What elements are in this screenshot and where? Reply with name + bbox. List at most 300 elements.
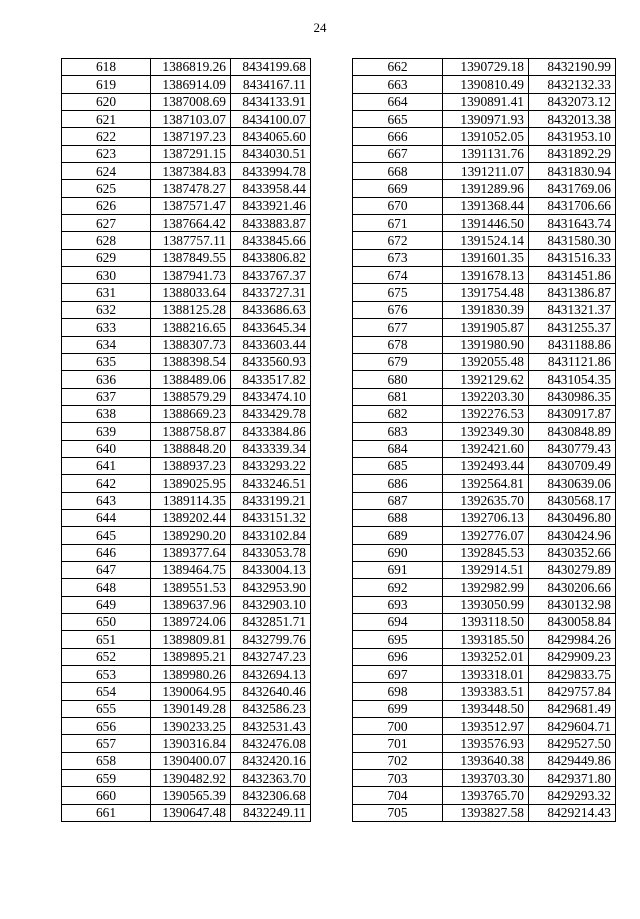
x-coordinate-cell: 1391980.90 [443,336,529,353]
point-number-cell: 639 [62,423,151,440]
point-number-cell: 676 [353,301,443,318]
table-row [62,752,311,769]
table-row [62,666,311,683]
x-coordinate-cell: 1387849.55 [151,249,231,266]
x-coordinate-cell: 1392203.30 [443,388,529,405]
table-row [62,631,311,648]
point-number-cell: 626 [62,197,151,214]
point-number-cell: 680 [353,371,443,388]
x-coordinate-cell: 1392129.62 [443,371,529,388]
table-row [353,787,616,804]
x-coordinate-cell: 1389290.20 [151,527,231,544]
y-coordinate-cell: 8432306.68 [231,787,311,804]
y-coordinate-cell: 8433246.51 [231,475,311,492]
point-number-cell: 659 [62,770,151,787]
table-row [353,614,616,631]
x-coordinate-cell: 1387757.11 [151,232,231,249]
table-row [62,648,311,665]
y-coordinate-cell: 8431706.66 [529,197,616,214]
y-coordinate-cell: 8434199.68 [231,59,311,76]
point-number-cell: 658 [62,752,151,769]
x-coordinate-cell: 1386819.26 [151,59,231,76]
table-row [62,319,311,336]
y-coordinate-cell: 8430132.98 [529,596,616,613]
table-row [353,163,616,180]
table-row [62,527,311,544]
y-coordinate-cell: 8434100.07 [231,111,311,128]
x-coordinate-cell: 1388033.64 [151,284,231,301]
table-row [353,249,616,266]
point-number-cell: 641 [62,457,151,474]
y-coordinate-cell: 8433958.44 [231,180,311,197]
table-row [62,111,311,128]
point-number-cell: 632 [62,301,151,318]
table-row [353,319,616,336]
point-number-cell: 638 [62,405,151,422]
x-coordinate-cell: 1391601.35 [443,249,529,266]
x-coordinate-cell: 1387008.69 [151,93,231,110]
x-coordinate-cell: 1392845.53 [443,544,529,561]
y-coordinate-cell: 8432073.12 [529,93,616,110]
x-coordinate-cell: 1392421.60 [443,440,529,457]
table-row [353,353,616,370]
y-coordinate-cell: 8430779.43 [529,440,616,457]
table-row [353,509,616,526]
point-number-cell: 660 [62,787,151,804]
table-row [62,700,311,717]
y-coordinate-cell: 8429909.23 [529,648,616,665]
table-row [62,180,311,197]
table-row [353,111,616,128]
x-coordinate-cell: 1393765.70 [443,787,529,804]
x-coordinate-cell: 1391524.14 [443,232,529,249]
table-row [353,215,616,232]
table-row [62,145,311,162]
x-coordinate-cell: 1386914.09 [151,76,231,93]
point-number-cell: 620 [62,93,151,110]
table-row [353,804,616,821]
point-number-cell: 654 [62,683,151,700]
table-row [62,215,311,232]
table-row [62,457,311,474]
point-number-cell: 702 [353,752,443,769]
point-number-cell: 691 [353,561,443,578]
y-coordinate-cell: 8433151.32 [231,509,311,526]
table-row [353,145,616,162]
x-coordinate-cell: 1389724.06 [151,614,231,631]
table-row [353,752,616,769]
x-coordinate-cell: 1393827.58 [443,804,529,821]
table-row [62,804,311,821]
x-coordinate-cell: 1391830.39 [443,301,529,318]
table-row [353,457,616,474]
point-number-cell: 672 [353,232,443,249]
table-row [353,423,616,440]
x-coordinate-cell: 1392776.07 [443,527,529,544]
point-number-cell: 663 [353,76,443,93]
point-number-cell: 655 [62,700,151,717]
x-coordinate-cell: 1390565.39 [151,787,231,804]
y-coordinate-cell: 8432363.70 [231,770,311,787]
table-row [353,301,616,318]
table-row [353,770,616,787]
point-number-cell: 630 [62,267,151,284]
table-row [353,492,616,509]
y-coordinate-cell: 8432640.46 [231,683,311,700]
y-coordinate-cell: 8432476.08 [231,735,311,752]
x-coordinate-cell: 1387384.83 [151,163,231,180]
x-coordinate-cell: 1390064.95 [151,683,231,700]
point-number-cell: 705 [353,804,443,821]
y-coordinate-cell: 8430496.80 [529,509,616,526]
table-row [62,128,311,145]
point-number-cell: 699 [353,700,443,717]
x-coordinate-cell: 1390149.28 [151,700,231,717]
y-coordinate-cell: 8431054.35 [529,371,616,388]
y-coordinate-cell: 8433102.84 [231,527,311,544]
point-number-cell: 684 [353,440,443,457]
x-coordinate-cell: 1388758.87 [151,423,231,440]
table-row [353,405,616,422]
point-number-cell: 627 [62,215,151,232]
y-coordinate-cell: 8431580.30 [529,232,616,249]
x-coordinate-cell: 1388579.29 [151,388,231,405]
table-row [62,683,311,700]
table-row [353,475,616,492]
x-coordinate-cell: 1389464.75 [151,561,231,578]
point-number-cell: 656 [62,718,151,735]
point-number-cell: 623 [62,145,151,162]
y-coordinate-cell: 8432953.90 [231,579,311,596]
point-number-cell: 653 [62,666,151,683]
x-coordinate-cell: 1393640.38 [443,752,529,769]
point-number-cell: 678 [353,336,443,353]
point-number-cell: 703 [353,770,443,787]
y-coordinate-cell: 8431892.29 [529,145,616,162]
x-coordinate-cell: 1390891.41 [443,93,529,110]
table-row [62,614,311,631]
y-coordinate-cell: 8430424.96 [529,527,616,544]
table-row [62,232,311,249]
point-number-cell: 618 [62,59,151,76]
y-coordinate-cell: 8430709.49 [529,457,616,474]
table-row [353,561,616,578]
y-coordinate-cell: 8431255.37 [529,319,616,336]
x-coordinate-cell: 1388937.23 [151,457,231,474]
x-coordinate-cell: 1392635.70 [443,492,529,509]
table-row [353,440,616,457]
point-number-cell: 700 [353,718,443,735]
x-coordinate-cell: 1387291.15 [151,145,231,162]
point-number-cell: 661 [62,804,151,821]
x-coordinate-cell: 1393383.51 [443,683,529,700]
y-coordinate-cell: 8433560.93 [231,353,311,370]
point-number-cell: 628 [62,232,151,249]
table-row [62,770,311,787]
point-number-cell: 631 [62,284,151,301]
point-number-cell: 652 [62,648,151,665]
point-number-cell: 689 [353,527,443,544]
point-number-cell: 643 [62,492,151,509]
table-row [62,440,311,457]
table-row [62,787,311,804]
y-coordinate-cell: 8429604.71 [529,718,616,735]
y-coordinate-cell: 8431386.87 [529,284,616,301]
x-coordinate-cell: 1391678.13 [443,267,529,284]
point-number-cell: 621 [62,111,151,128]
point-number-cell: 622 [62,128,151,145]
x-coordinate-cell: 1393703.30 [443,770,529,787]
x-coordinate-cell: 1389202.44 [151,509,231,526]
y-coordinate-cell: 8433293.22 [231,457,311,474]
y-coordinate-cell: 8433053.78 [231,544,311,561]
table-row [62,163,311,180]
x-coordinate-cell: 1391211.07 [443,163,529,180]
x-coordinate-cell: 1388489.06 [151,371,231,388]
y-coordinate-cell: 8429214.43 [529,804,616,821]
x-coordinate-cell: 1389551.53 [151,579,231,596]
table-row [62,492,311,509]
point-number-cell: 701 [353,735,443,752]
y-coordinate-cell: 8432903.10 [231,596,311,613]
point-number-cell: 651 [62,631,151,648]
point-number-cell: 679 [353,353,443,370]
table-row [353,128,616,145]
table-row [353,197,616,214]
x-coordinate-cell: 1387941.73 [151,267,231,284]
point-number-cell: 704 [353,787,443,804]
y-coordinate-cell: 8434030.51 [231,145,311,162]
table-row [62,301,311,318]
point-number-cell: 696 [353,648,443,665]
point-number-cell: 669 [353,180,443,197]
table-row [62,59,311,76]
table-row [353,544,616,561]
point-number-cell: 648 [62,579,151,596]
x-coordinate-cell: 1392706.13 [443,509,529,526]
x-coordinate-cell: 1390647.48 [151,804,231,821]
y-coordinate-cell: 8430848.89 [529,423,616,440]
x-coordinate-cell: 1389895.21 [151,648,231,665]
y-coordinate-cell: 8430986.35 [529,388,616,405]
y-coordinate-cell: 8431516.33 [529,249,616,266]
table-row [353,59,616,76]
point-number-cell: 633 [62,319,151,336]
table-row [62,544,311,561]
x-coordinate-cell: 1388307.73 [151,336,231,353]
x-coordinate-cell: 1391754.48 [443,284,529,301]
table-row [353,718,616,735]
table-row [353,648,616,665]
table-row [62,579,311,596]
table-row [353,735,616,752]
y-coordinate-cell: 8434133.91 [231,93,311,110]
point-number-cell: 637 [62,388,151,405]
x-coordinate-cell: 1388669.23 [151,405,231,422]
table-row [353,631,616,648]
y-coordinate-cell: 8433686.63 [231,301,311,318]
y-coordinate-cell: 8430917.87 [529,405,616,422]
y-coordinate-cell: 8432249.11 [231,804,311,821]
point-number-cell: 670 [353,197,443,214]
point-number-cell: 693 [353,596,443,613]
y-coordinate-cell: 8430639.06 [529,475,616,492]
y-coordinate-cell: 8431321.37 [529,301,616,318]
x-coordinate-cell: 1389809.81 [151,631,231,648]
point-number-cell: 664 [353,93,443,110]
x-coordinate-cell: 1391131.76 [443,145,529,162]
y-coordinate-cell: 8431121.86 [529,353,616,370]
point-number-cell: 686 [353,475,443,492]
x-coordinate-cell: 1389025.95 [151,475,231,492]
table-row [62,371,311,388]
point-number-cell: 687 [353,492,443,509]
x-coordinate-cell: 1387478.27 [151,180,231,197]
point-number-cell: 646 [62,544,151,561]
y-coordinate-cell: 8430279.89 [529,561,616,578]
table-row [62,423,311,440]
y-coordinate-cell: 8432799.76 [231,631,311,648]
point-number-cell: 695 [353,631,443,648]
coordinates-table-left [61,58,311,822]
table-row [353,93,616,110]
table-row [353,232,616,249]
y-coordinate-cell: 8433429.78 [231,405,311,422]
y-coordinate-cell: 8433921.46 [231,197,311,214]
y-coordinate-cell: 8433474.10 [231,388,311,405]
point-number-cell: 683 [353,423,443,440]
table-row [353,683,616,700]
x-coordinate-cell: 1387197.23 [151,128,231,145]
y-coordinate-cell: 8431451.86 [529,267,616,284]
y-coordinate-cell: 8432747.23 [231,648,311,665]
x-coordinate-cell: 1392564.81 [443,475,529,492]
table-row [62,388,311,405]
y-coordinate-cell: 8429449.86 [529,752,616,769]
table-row [62,405,311,422]
table-row [353,267,616,284]
x-coordinate-cell: 1393050.99 [443,596,529,613]
y-coordinate-cell: 8429371.80 [529,770,616,787]
x-coordinate-cell: 1392982.99 [443,579,529,596]
page-number: 24 [313,20,327,35]
x-coordinate-cell: 1392914.51 [443,561,529,578]
point-number-cell: 634 [62,336,151,353]
y-coordinate-cell: 8432694.13 [231,666,311,683]
x-coordinate-cell: 1392349.30 [443,423,529,440]
y-coordinate-cell: 8432420.16 [231,752,311,769]
point-number-cell: 665 [353,111,443,128]
y-coordinate-cell: 8433339.34 [231,440,311,457]
x-coordinate-cell: 1389980.26 [151,666,231,683]
point-number-cell: 657 [62,735,151,752]
point-number-cell: 682 [353,405,443,422]
x-coordinate-cell: 1393118.50 [443,614,529,631]
point-number-cell: 636 [62,371,151,388]
x-coordinate-cell: 1393252.01 [443,648,529,665]
y-coordinate-cell: 8431643.74 [529,215,616,232]
table-row [353,336,616,353]
x-coordinate-cell: 1389114.35 [151,492,231,509]
table-row [62,336,311,353]
y-coordinate-cell: 8433384.86 [231,423,311,440]
y-coordinate-cell: 8429527.50 [529,735,616,752]
table-row [62,596,311,613]
point-number-cell: 675 [353,284,443,301]
table-row [62,718,311,735]
point-number-cell: 671 [353,215,443,232]
y-coordinate-cell: 8433845.66 [231,232,311,249]
point-number-cell: 619 [62,76,151,93]
point-number-cell: 666 [353,128,443,145]
y-coordinate-cell: 8433645.34 [231,319,311,336]
point-number-cell: 645 [62,527,151,544]
x-coordinate-cell: 1393576.93 [443,735,529,752]
point-number-cell: 688 [353,509,443,526]
point-number-cell: 650 [62,614,151,631]
y-coordinate-cell: 8431188.86 [529,336,616,353]
y-coordinate-cell: 8432586.23 [231,700,311,717]
x-coordinate-cell: 1392055.48 [443,353,529,370]
table-row [353,371,616,388]
x-coordinate-cell: 1387664.42 [151,215,231,232]
point-number-cell: 685 [353,457,443,474]
y-coordinate-cell: 8429757.84 [529,683,616,700]
table-row [62,735,311,752]
point-number-cell: 673 [353,249,443,266]
x-coordinate-cell: 1390233.25 [151,718,231,735]
x-coordinate-cell: 1390729.18 [443,59,529,76]
table-row [62,267,311,284]
y-coordinate-cell: 8431769.06 [529,180,616,197]
table-row [353,284,616,301]
y-coordinate-cell: 8433199.21 [231,492,311,509]
point-number-cell: 668 [353,163,443,180]
y-coordinate-cell: 8433806.82 [231,249,311,266]
table-row [62,93,311,110]
y-coordinate-cell: 8430352.66 [529,544,616,561]
point-number-cell: 644 [62,509,151,526]
table-row [62,284,311,301]
point-number-cell: 692 [353,579,443,596]
table-row [62,561,311,578]
x-coordinate-cell: 1390971.93 [443,111,529,128]
point-number-cell: 635 [62,353,151,370]
y-coordinate-cell: 8429681.49 [529,700,616,717]
y-coordinate-cell: 8433767.37 [231,267,311,284]
table-row [62,197,311,214]
table-row [62,76,311,93]
point-number-cell: 681 [353,388,443,405]
point-number-cell: 624 [62,163,151,180]
point-number-cell: 697 [353,666,443,683]
x-coordinate-cell: 1390810.49 [443,76,529,93]
point-number-cell: 690 [353,544,443,561]
table-row [353,76,616,93]
point-number-cell: 694 [353,614,443,631]
x-coordinate-cell: 1388216.65 [151,319,231,336]
table-row [353,180,616,197]
x-coordinate-cell: 1391052.05 [443,128,529,145]
point-number-cell: 674 [353,267,443,284]
y-coordinate-cell: 8432132.33 [529,76,616,93]
y-coordinate-cell: 8433883.87 [231,215,311,232]
y-coordinate-cell: 8432531.43 [231,718,311,735]
point-number-cell: 640 [62,440,151,457]
x-coordinate-cell: 1393448.50 [443,700,529,717]
point-number-cell: 625 [62,180,151,197]
y-coordinate-cell: 8430206.66 [529,579,616,596]
